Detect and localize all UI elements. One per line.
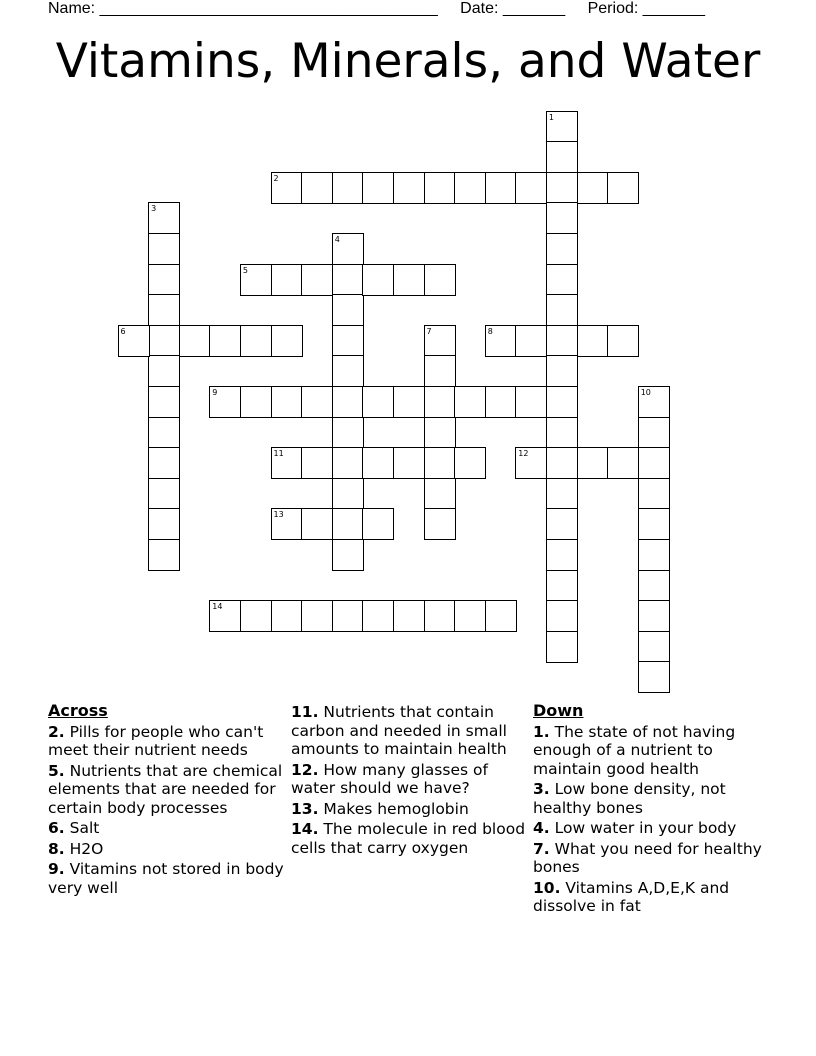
across-clues-continued xyxy=(291,703,527,859)
crossword-cell[interactable] xyxy=(638,386,670,418)
cell-number: 14 xyxy=(212,602,223,612)
crossword-cell[interactable] xyxy=(271,264,303,296)
crossword-cell[interactable] xyxy=(332,478,364,510)
crossword-cell[interactable] xyxy=(424,355,456,387)
clue-text: Pills for people who can't meet their nutrient needs xyxy=(48,722,264,759)
crossword-cell[interactable] xyxy=(148,355,180,387)
crossword-cell[interactable] xyxy=(424,325,456,357)
crossword-cell[interactable] xyxy=(638,600,670,632)
period-field[interactable]: Period: _______ xyxy=(587,0,706,17)
crossword-cell[interactable] xyxy=(332,508,364,540)
down-clues-column xyxy=(533,702,773,918)
crossword-cell[interactable] xyxy=(148,264,180,296)
crossword-cell[interactable] xyxy=(271,172,303,204)
crossword-cell[interactable] xyxy=(393,264,425,296)
name-field[interactable]: Name: ______________________________________ xyxy=(48,0,438,17)
cell-number: 9 xyxy=(212,387,218,397)
crossword-cell[interactable] xyxy=(362,386,394,418)
crossword-cell[interactable] xyxy=(577,447,609,479)
cell-number: 1 xyxy=(548,112,554,122)
crossword-cell[interactable] xyxy=(454,172,486,204)
crossword-cell[interactable] xyxy=(638,417,670,449)
clue-text: Vitamins A,D,E,K and dissolve in fat xyxy=(533,878,730,915)
clue-item xyxy=(533,723,773,779)
crossword-cell[interactable] xyxy=(148,417,180,449)
crossword-cell[interactable] xyxy=(638,631,670,663)
crossword-cell[interactable] xyxy=(485,386,517,418)
clue-text: Salt xyxy=(64,819,100,837)
crossword-cell[interactable] xyxy=(607,172,639,204)
crossword-cell[interactable] xyxy=(301,508,333,540)
crossword-cell[interactable] xyxy=(332,417,364,449)
crossword-cell[interactable] xyxy=(546,478,578,510)
cell-number: 6 xyxy=(120,326,126,336)
clue-item xyxy=(291,703,527,759)
clue-text: Makes hemoglobin xyxy=(318,799,469,818)
cell-number: 4 xyxy=(334,234,340,244)
crossword-cell[interactable] xyxy=(638,539,670,571)
clue-number: 7. xyxy=(533,839,550,858)
cell-number: 3 xyxy=(151,204,157,214)
clue-number: 12. xyxy=(291,760,319,779)
down-list xyxy=(533,723,773,916)
clue-item xyxy=(48,819,284,838)
crossword-cell[interactable] xyxy=(271,447,303,479)
crossword-cell[interactable] xyxy=(393,172,425,204)
crossword-cell[interactable] xyxy=(424,417,456,449)
crossword-cell[interactable] xyxy=(546,600,578,632)
crossword-cell[interactable] xyxy=(148,294,180,326)
crossword-cell[interactable] xyxy=(546,539,578,571)
clue-text: H2O xyxy=(64,839,104,858)
crossword-cell[interactable] xyxy=(546,386,578,418)
crossword-cell[interactable] xyxy=(209,325,241,357)
clue-text: Nutrients that are chemical elements that are needed for certain body processes xyxy=(48,761,283,817)
crossword-cell[interactable] xyxy=(577,172,609,204)
clue-item xyxy=(533,840,773,877)
clue-number: 8. xyxy=(48,839,65,858)
crossword-cell[interactable] xyxy=(362,172,394,204)
crossword-cell[interactable] xyxy=(454,447,486,479)
crossword-cell[interactable] xyxy=(332,539,364,571)
crossword-cell[interactable] xyxy=(332,233,364,265)
crossword-cell[interactable] xyxy=(148,202,180,234)
crossword-cell[interactable] xyxy=(332,294,364,326)
crossword-cell[interactable] xyxy=(362,447,394,479)
clue-item xyxy=(291,800,527,819)
crossword-cell[interactable] xyxy=(638,447,670,479)
clue-text: Vitamins not stored in body very well xyxy=(48,860,284,897)
crossword-cell[interactable] xyxy=(546,631,578,663)
crossword-cell[interactable] xyxy=(485,325,517,357)
crossword-cell[interactable] xyxy=(271,508,303,540)
crossword-cell[interactable] xyxy=(546,233,578,265)
clue-text: How many glasses of water should we have? xyxy=(291,760,488,797)
crossword-cell[interactable] xyxy=(240,600,272,632)
crossword-cell[interactable] xyxy=(546,141,578,173)
clue-item xyxy=(48,840,284,859)
cell-number: 11 xyxy=(273,449,284,459)
crossword-cell[interactable] xyxy=(546,570,578,602)
crossword-cell[interactable] xyxy=(485,600,517,632)
across-list xyxy=(48,723,284,898)
cell-number: 13 xyxy=(273,510,284,520)
clue-text: The state of not having enough of a nutrient to maintain good health xyxy=(533,722,736,778)
clue-number: 13. xyxy=(291,799,319,818)
crossword-cell[interactable] xyxy=(546,294,578,326)
crossword-cell[interactable] xyxy=(240,325,272,357)
clue-number: 5. xyxy=(48,761,65,780)
crossword-cell[interactable] xyxy=(332,172,364,204)
crossword-cell[interactable] xyxy=(209,600,241,632)
crossword-cell[interactable] xyxy=(424,478,456,510)
crossword-cell[interactable] xyxy=(424,386,456,418)
crossword-cell[interactable] xyxy=(424,447,456,479)
crossword-cell[interactable] xyxy=(546,264,578,296)
crossword-cell[interactable] xyxy=(424,172,456,204)
clue-text: Low water in your body xyxy=(549,819,737,837)
cell-number: 5 xyxy=(242,265,248,275)
clue-number: 9. xyxy=(48,860,65,878)
crossword-cell[interactable] xyxy=(332,386,364,418)
down-heading: Down xyxy=(533,701,584,720)
crossword-cell[interactable] xyxy=(362,264,394,296)
crossword-cell[interactable] xyxy=(515,386,547,418)
crossword-cell[interactable] xyxy=(577,325,609,357)
clue-item xyxy=(533,819,773,838)
crossword-cell[interactable] xyxy=(638,478,670,510)
crossword-cell[interactable] xyxy=(148,386,180,418)
crossword-cell[interactable] xyxy=(148,508,180,540)
across-heading: Across xyxy=(48,701,108,720)
clue-number: 6. xyxy=(48,819,65,837)
crossword-cell[interactable] xyxy=(607,325,639,357)
crossword-cell[interactable] xyxy=(332,600,364,632)
clue-item xyxy=(291,820,527,857)
crossword-cell[interactable] xyxy=(301,264,333,296)
clue-item xyxy=(533,879,773,916)
crossword-cell[interactable] xyxy=(118,325,150,357)
clue-text: Low bone density, not healthy bones xyxy=(533,780,726,817)
clue-text: What you need for healthy bones xyxy=(533,839,762,876)
crossword-cell[interactable] xyxy=(301,172,333,204)
date-field[interactable]: Date: _______ xyxy=(460,0,566,17)
crossword-cell[interactable] xyxy=(638,661,670,693)
clue-item xyxy=(48,860,284,897)
crossword-cell[interactable] xyxy=(240,264,272,296)
cell-number: 10 xyxy=(640,387,651,397)
crossword-cell[interactable] xyxy=(332,355,364,387)
cell-number: 12 xyxy=(518,449,529,459)
crossword-cell[interactable] xyxy=(424,508,456,540)
crossword-cell[interactable] xyxy=(148,325,180,357)
crossword-cell[interactable] xyxy=(179,325,211,357)
crossword-cell[interactable] xyxy=(362,508,394,540)
cell-number: 7 xyxy=(426,326,432,336)
clue-number: 4. xyxy=(533,819,550,837)
page-title: Vitamins, Minerals, and Water xyxy=(55,34,761,89)
crossword-cell[interactable] xyxy=(607,447,639,479)
crossword-cell[interactable] xyxy=(271,600,303,632)
clue-text: The molecule in red blood cells that carry oxygen xyxy=(291,820,526,857)
crossword-cell[interactable] xyxy=(638,570,670,602)
crossword-cell[interactable] xyxy=(424,264,456,296)
crossword-cell[interactable] xyxy=(546,417,578,449)
clue-item xyxy=(48,762,284,818)
crossword-cell[interactable] xyxy=(546,202,578,234)
crossword-cell[interactable] xyxy=(148,539,180,571)
crossword-cell[interactable] xyxy=(485,172,517,204)
crossword-cell[interactable] xyxy=(362,600,394,632)
crossword-cell[interactable] xyxy=(240,386,272,418)
crossword-cell[interactable] xyxy=(148,447,180,479)
crossword-cell[interactable] xyxy=(454,386,486,418)
crossword-cell[interactable] xyxy=(638,508,670,540)
crossword-cell[interactable] xyxy=(546,447,578,479)
crossword-cell[interactable] xyxy=(546,111,578,143)
clue-item xyxy=(48,723,284,760)
crossword-cell[interactable] xyxy=(301,447,333,479)
clue-number: 10. xyxy=(533,878,561,897)
clue-number: 14. xyxy=(291,820,319,838)
crossword-cell[interactable] xyxy=(515,447,547,479)
crossword-cell[interactable] xyxy=(332,264,364,296)
crossword-cell[interactable] xyxy=(393,600,425,632)
across-continued-list xyxy=(291,703,527,857)
crossword-cell[interactable] xyxy=(515,172,547,204)
clue-item xyxy=(291,761,527,798)
clue-number: 11. xyxy=(291,703,319,721)
crossword-cell[interactable] xyxy=(332,325,364,357)
crossword-cell[interactable] xyxy=(393,386,425,418)
crossword-cell[interactable] xyxy=(209,386,241,418)
crossword-cell[interactable] xyxy=(546,355,578,387)
crossword-cell[interactable] xyxy=(393,447,425,479)
cell-number: 2 xyxy=(273,173,279,183)
crossword-cell[interactable] xyxy=(148,478,180,510)
crossword-cell[interactable] xyxy=(424,600,456,632)
across-clues-column xyxy=(48,702,284,899)
crossword-cell[interactable] xyxy=(332,447,364,479)
crossword-cell[interactable] xyxy=(271,325,303,357)
crossword-cell[interactable] xyxy=(301,386,333,418)
crossword-cell[interactable] xyxy=(546,172,578,204)
crossword-cell[interactable] xyxy=(271,386,303,418)
crossword-cell[interactable] xyxy=(546,325,578,357)
crossword-cell[interactable] xyxy=(148,233,180,265)
crossword-cell[interactable] xyxy=(546,508,578,540)
clue-text: Nutrients that contain carbon and needed in small amounts to maintain health xyxy=(291,703,507,758)
clue-item xyxy=(533,780,773,817)
crossword-cell[interactable] xyxy=(454,600,486,632)
clue-number: 1. xyxy=(533,722,550,741)
clue-number: 2. xyxy=(48,722,65,741)
crossword-cell[interactable] xyxy=(515,325,547,357)
clue-number: 3. xyxy=(533,780,550,798)
crossword-cell[interactable] xyxy=(301,600,333,632)
cell-number: 8 xyxy=(487,326,493,336)
